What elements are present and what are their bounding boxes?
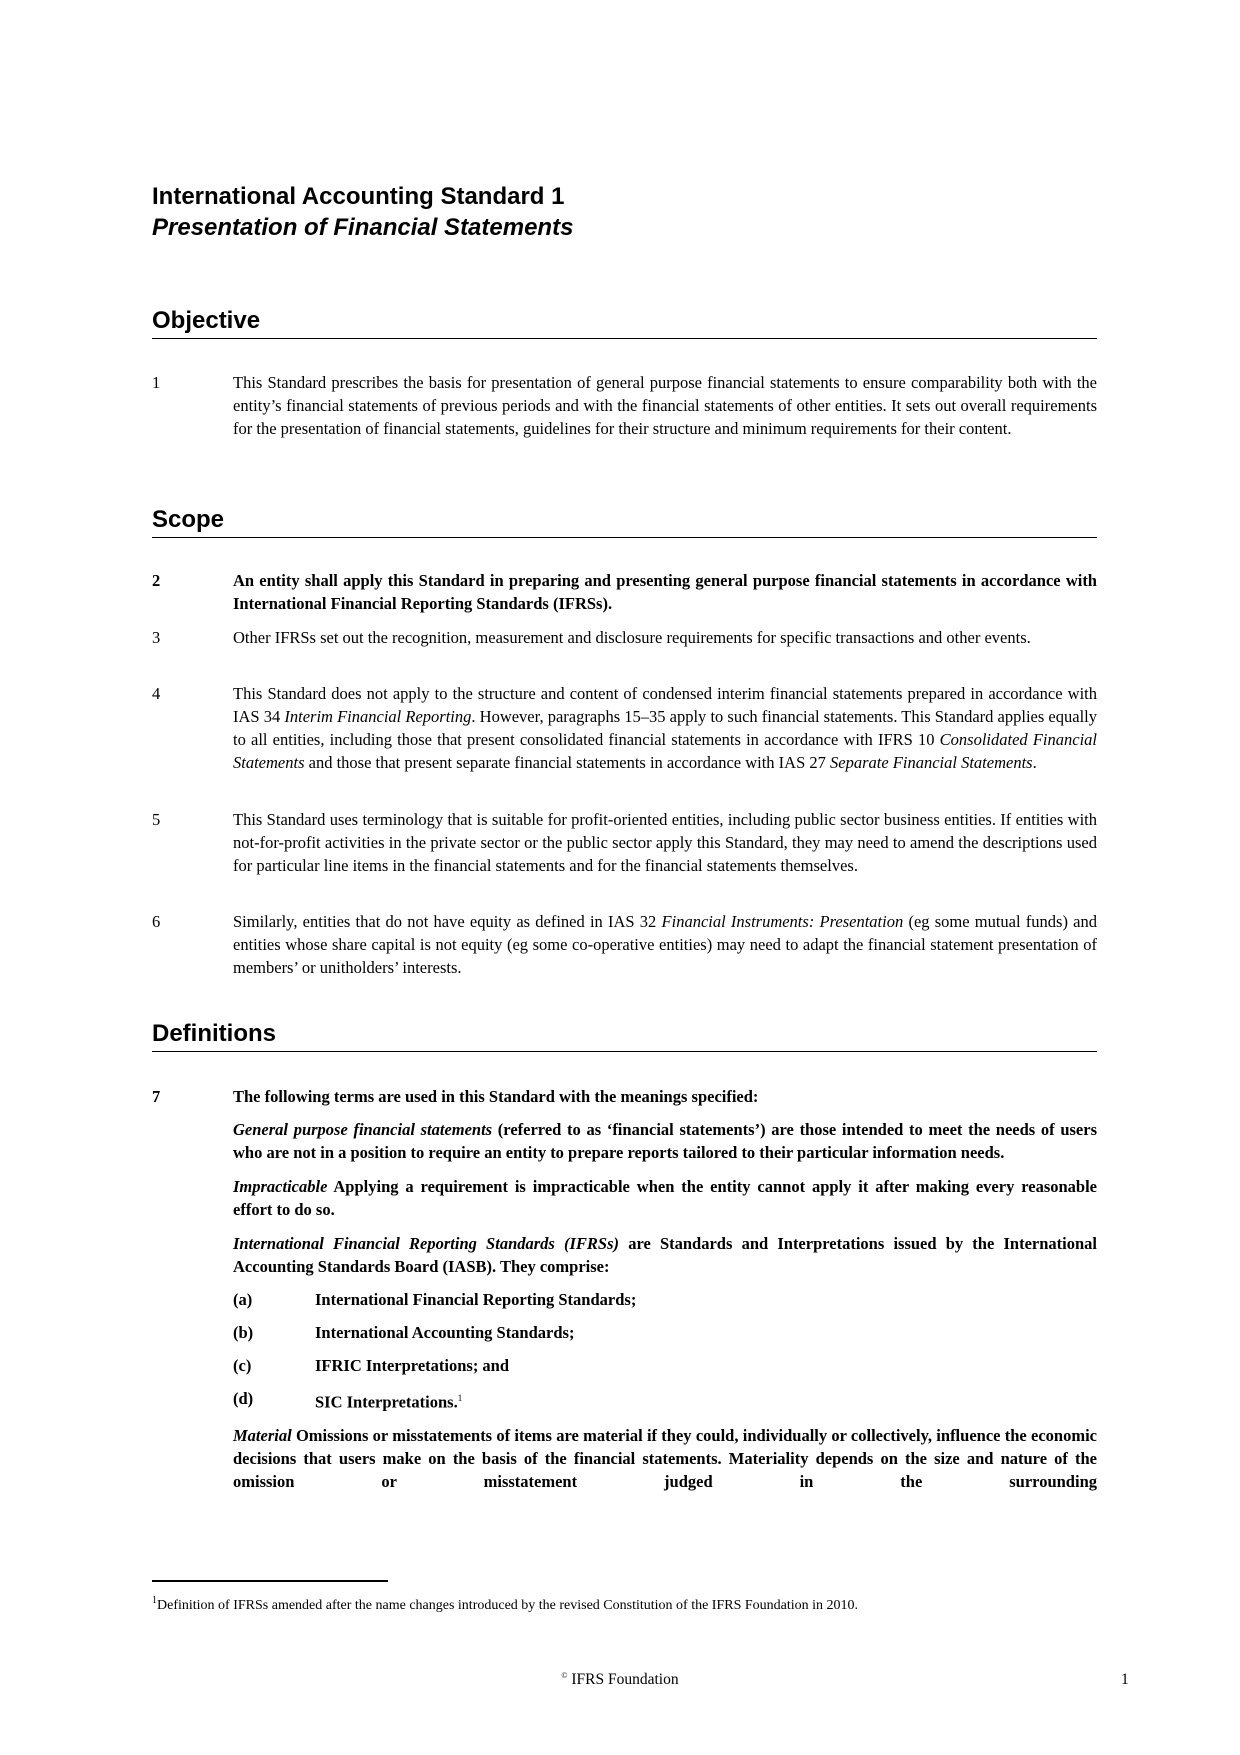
paragraph-text: This Standard does not apply to the structure and content of condensed interim financial statements prepared in accordance with IAS 34 Interim Financial Reporting. However, paragraphs 15–35 apply to such financial statements. This Standard applies equally to all entities, including those that present consolidated financial statements in accordance with IFRS 10 Consolidated Financial Statements and those that present separate financial statements in accordance with IAS 27 Separate Financial Statements. xyxy=(233,684,1097,772)
paragraph-1 xyxy=(152,371,1097,440)
list-item: (c) IFRIC Interpretations; and xyxy=(233,1356,510,1375)
paragraph-number: 4 xyxy=(152,684,161,703)
paragraph-number: 2 xyxy=(152,571,161,590)
heading-definitions: Definitions xyxy=(152,1019,1097,1052)
paragraph-4 xyxy=(152,682,1097,774)
paragraph-number: 3 xyxy=(152,628,161,647)
standard-name: International Accounting Standard 1 xyxy=(152,183,565,210)
definition-general-purpose: General purpose financial statements (referred to as ‘financial statements’) are those intended to meet the needs of users who are not in a position to require an entity to prepare reports tailored to their particular information needs. xyxy=(233,1120,1097,1162)
paragraph-intro: The following terms are used in this Standard with the meanings specified: xyxy=(233,1087,759,1106)
list-item: (b) International Accounting Standards; xyxy=(233,1323,575,1342)
footnote-reference[interactable]: 1 xyxy=(457,1393,463,1403)
paragraph-number: 5 xyxy=(152,810,161,829)
page-number: 1 xyxy=(1121,1671,1129,1688)
footnote-divider xyxy=(152,1580,388,1582)
paragraph-text: Similarly, entities that do not have equity as defined in IAS 32 Financial Instruments: Presentation (eg some mutual funds) and entities whose share capital is not equity (eg some co-operative entities) may need to adapt the financial statement presentation of members’ or unitholders’ interests. xyxy=(233,912,1097,977)
paragraph-2 xyxy=(152,569,1097,615)
paragraph-6 xyxy=(152,910,1097,979)
paragraph-text: Other IFRSs set out the recognition, measurement and disclosure requirements for specific transactions and other events. xyxy=(233,628,1031,647)
heading-objective: Objective xyxy=(152,306,1097,339)
definition-ifrs: International Financial Reporting Standards (IFRSs) are Standards and Interpretations issued by the International Accounting Standards Board (IASB). They comprise: xyxy=(233,1234,1097,1276)
paragraph-text: This Standard uses terminology that is suitable for profit-oriented entities, including public sector business entities. If entities with not-for-profit activities in the private sector or the public sector apply this Standard, they may need to amend the descriptions used for particular line items in the financial statements and for the financial statements themselves. xyxy=(233,810,1097,875)
paragraph-7 xyxy=(152,1085,1097,1493)
list-item: (a) International Financial Reporting Standards; xyxy=(233,1290,637,1309)
definition-impracticable: Impracticable Applying a requirement is impracticable when the entity cannot apply it after making every reasonable effort to do so. xyxy=(233,1177,1097,1219)
paragraph-text: An entity shall apply this Standard in preparing and presenting general purpose financial statements in accordance with International Financial Reporting Standards (IFRSs). xyxy=(233,571,1097,613)
standard-subtitle: Presentation of Financial Statements xyxy=(152,214,574,241)
paragraph-5 xyxy=(152,808,1097,877)
paragraph-number: 6 xyxy=(152,912,161,931)
paragraph-number: 7 xyxy=(152,1087,161,1106)
list-item: (d) SIC Interpretations.$^1$ xyxy=(233,1389,463,1412)
page-footer: © IFRS Foundation xyxy=(561,1671,679,1688)
document-title xyxy=(152,181,573,243)
paragraph-3 xyxy=(152,626,1097,649)
paragraph-text: This Standard prescribes the basis for presentation of general purpose financial statements to ensure comparability both with the entity’s financial statements of previous periods and with the financial statements of other entities. It sets out overall requirements for the presentation of financial statements, guidelines for their structure and minimum requirements for their content. xyxy=(233,373,1097,438)
copyright-symbol: © xyxy=(561,1671,568,1680)
definition-material: Material Omissions or misstatements of items are material if they could, individually or collectively, influence the economic decisions that users make on the basis of the financial statements. Materiality depends on the size and nature of the omission or misstatement judged in the surrounding xyxy=(233,1425,1097,1491)
heading-scope: Scope xyxy=(152,505,1097,538)
footnote: $^1$Definition of IFRSs amended after the name changes introduced by the revised Constitution of the IFRS Foundation in 2010. xyxy=(152,1595,859,1613)
paragraph-number: 1 xyxy=(152,373,161,392)
